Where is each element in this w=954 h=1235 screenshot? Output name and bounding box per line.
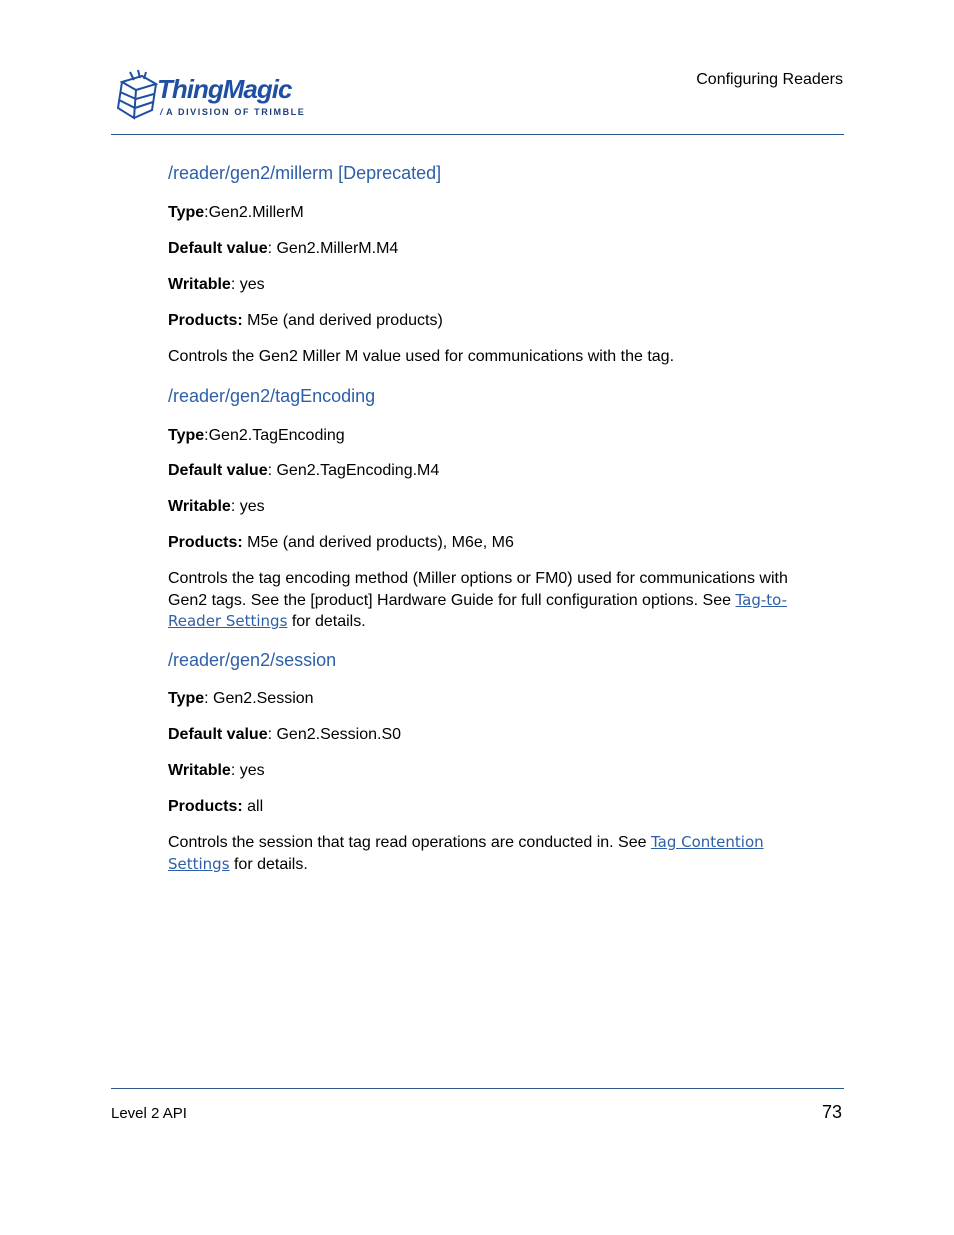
products-field: Products: M5e (and derived products), M6e, M6 [168, 534, 514, 551]
thingmagic-cube-icon [112, 68, 160, 122]
default-value-field: Default value: Gen2.MillerM.M4 [168, 240, 399, 257]
section-description: Controls the Gen2 Miller M value used for communications with the tag. [168, 348, 675, 365]
type-field: Type:Gen2.TagEncoding [168, 427, 345, 444]
running-head: Configuring Readers [696, 71, 843, 88]
products-field: Products: all [168, 798, 264, 815]
page-number: 73 [821, 1102, 842, 1122]
section-description: Controls the session that tag read operations are conducted in. See Tag Contention Settings for details. [168, 833, 764, 873]
header-rule [111, 134, 844, 135]
logo-wordmark: ThingMagic [157, 74, 292, 104]
thingmagic-logo [112, 68, 312, 124]
default-value-field: Default value: Gen2.TagEncoding.M4 [168, 462, 440, 479]
footer-section-title: Level 2 API [111, 1105, 187, 1122]
tag-to-reader-settings-link[interactable]: Tag-to- Reader Settings [168, 590, 788, 630]
footer-rule [111, 1088, 844, 1089]
section-heading: /reader/gen2/tagEncoding [168, 386, 376, 406]
default-value-field: Default value: Gen2.Session.S0 [168, 726, 402, 743]
tag-contention-settings-link[interactable]: Tag Contention Settings [168, 833, 764, 873]
writable-field: Writable: yes [168, 276, 265, 293]
type-field: Type: Gen2.Session [168, 690, 314, 707]
writable-field: Writable: yes [168, 498, 265, 515]
section-heading: /reader/gen2/session [168, 650, 337, 670]
writable-field: Writable: yes [168, 762, 265, 779]
logo-tagline: / A DIVISION OF TRIMBLE [160, 107, 306, 117]
type-field: Type:Gen2.MillerM [168, 204, 304, 221]
products-field: Products: M5e (and derived products) [168, 312, 443, 329]
section-session [168, 650, 838, 875]
section-tagencoding [168, 386, 838, 633]
section-description: Controls the tag encoding method (Miller options or FM0) used for communications with Gen2 tags. See the [product] Hardware Guide for full configuration options. See Tag-to- Reader Settings for details. [168, 570, 788, 630]
section-heading: /reader/gen2/millerm [Deprecated] [168, 163, 442, 183]
section-millerm [168, 163, 838, 368]
